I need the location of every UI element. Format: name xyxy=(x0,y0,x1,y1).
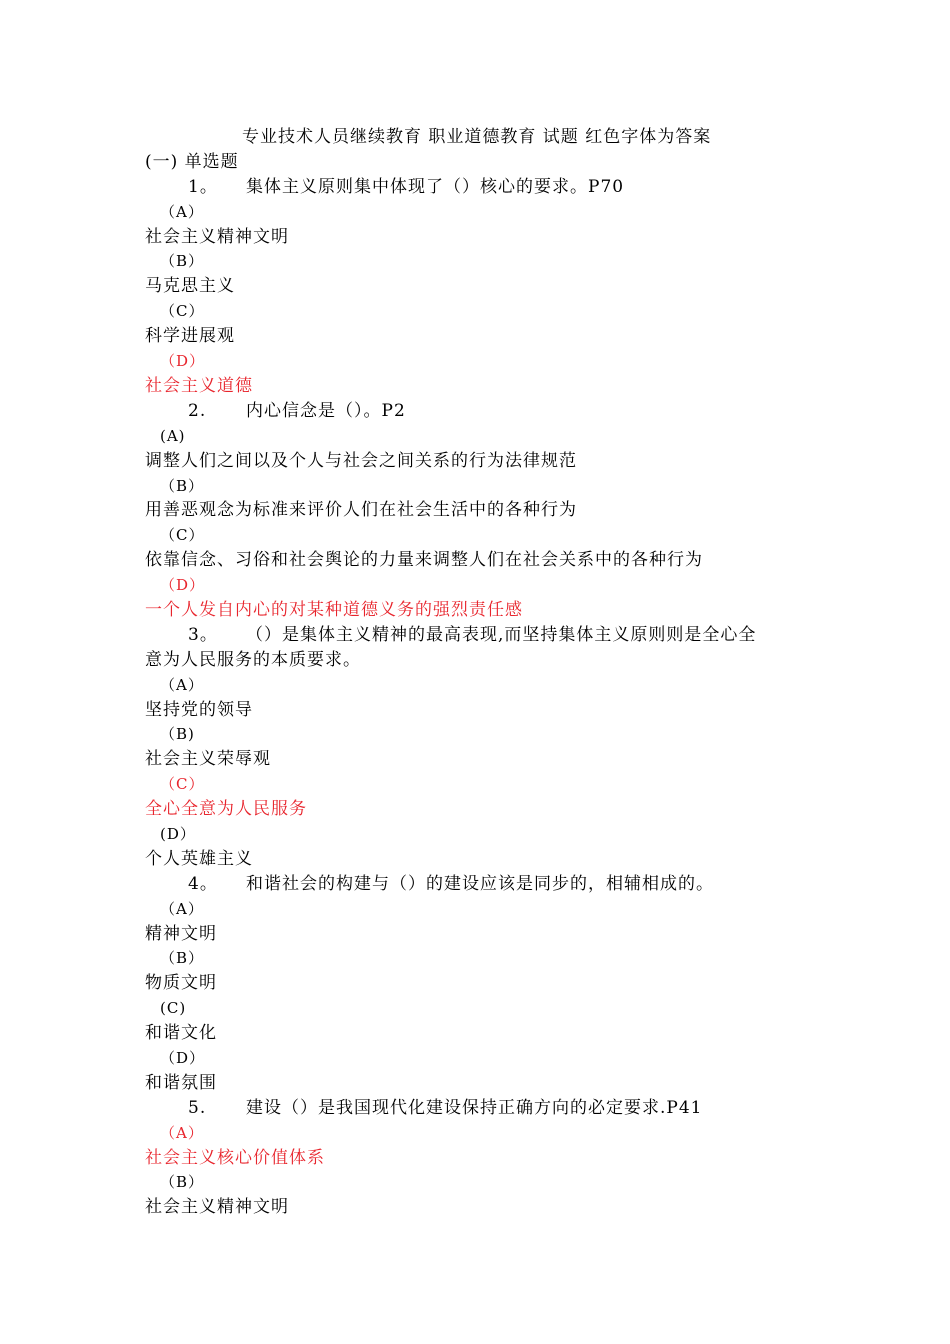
question-number: 1。 xyxy=(188,177,218,197)
answer-option-label: （D） xyxy=(160,352,206,370)
answer-option-text: 全心全意为人民服务 xyxy=(145,799,307,819)
option-text: 用善恶观念为标准来评价人们在社会生活中的各种行为 xyxy=(145,500,577,520)
answer-option-label: （C） xyxy=(160,775,205,793)
question-number: 5. xyxy=(188,1098,207,1118)
option-text: 社会主义荣辱观 xyxy=(145,749,271,769)
option-label: （A） xyxy=(160,900,204,918)
option-label: （C） xyxy=(160,526,205,544)
option-label: （B） xyxy=(160,949,205,967)
option-text: 坚持党的领导 xyxy=(145,700,253,720)
option-text: 社会主义精神文明 xyxy=(145,1197,289,1217)
option-text: 科学进展观 xyxy=(145,326,235,346)
question-text: （）是集体主义精神的最高表现,而坚持集体主义原则则是全心全 xyxy=(246,625,757,645)
answer-option-text: 社会主义道德 xyxy=(145,376,253,396)
question-number: 4。 xyxy=(188,874,218,894)
option-text: 社会主义精神文明 xyxy=(145,227,289,247)
option-label: （D） xyxy=(160,1049,206,1067)
option-label: (A) xyxy=(160,427,186,445)
question-number: 3。 xyxy=(188,625,218,645)
question-text: 内心信念是（）。P2 xyxy=(246,401,406,421)
option-text: 精神文明 xyxy=(145,924,217,944)
question-text: 和谐社会的构建与（）的建设应该是同步的，相辅相成的。 xyxy=(246,874,714,894)
option-text: 物质文明 xyxy=(145,973,217,993)
answer-option-label: （D） xyxy=(160,576,206,594)
option-text: 依靠信念、习俗和社会舆论的力量来调整人们在社会关系中的各种行为 xyxy=(145,550,703,570)
option-label: （A） xyxy=(160,676,204,694)
answer-option-label: （A） xyxy=(160,1124,204,1142)
option-label: (C) xyxy=(160,999,187,1017)
question-text-continued: 意为人民服务的本质要求。 xyxy=(145,650,361,670)
question-text: 建设（）是我国现代化建设保持正确方向的必定要求.P41 xyxy=(246,1098,703,1118)
question-text: 集体主义原则集中体现了（）核心的要求。P70 xyxy=(246,177,625,197)
option-label: （B） xyxy=(160,252,205,270)
answer-option-text: 一个人发自内心的对某种道德义务的强烈责任感 xyxy=(145,600,523,620)
option-text: 和谐氛围 xyxy=(145,1073,217,1093)
option-text: 马克思主义 xyxy=(145,276,235,296)
section-heading: (一) 单选题 xyxy=(145,152,239,172)
option-label: （B) xyxy=(160,725,195,743)
document-title: 专业技术人员继续教育 职业道德教育 试题 红色字体为答案 xyxy=(242,127,712,147)
option-text: 个人英雄主义 xyxy=(145,849,253,869)
option-text: 和谐文化 xyxy=(145,1023,217,1043)
option-label: （C） xyxy=(160,302,205,320)
option-label: （B） xyxy=(160,477,205,495)
option-label: (D） xyxy=(160,825,196,843)
question-number: 2. xyxy=(188,401,207,421)
option-text: 调整人们之间以及个人与社会之间关系的行为法律规范 xyxy=(145,451,577,471)
option-label: （A） xyxy=(160,203,204,221)
answer-option-text: 社会主义核心价值体系 xyxy=(145,1148,325,1168)
option-label: （B） xyxy=(160,1173,205,1191)
